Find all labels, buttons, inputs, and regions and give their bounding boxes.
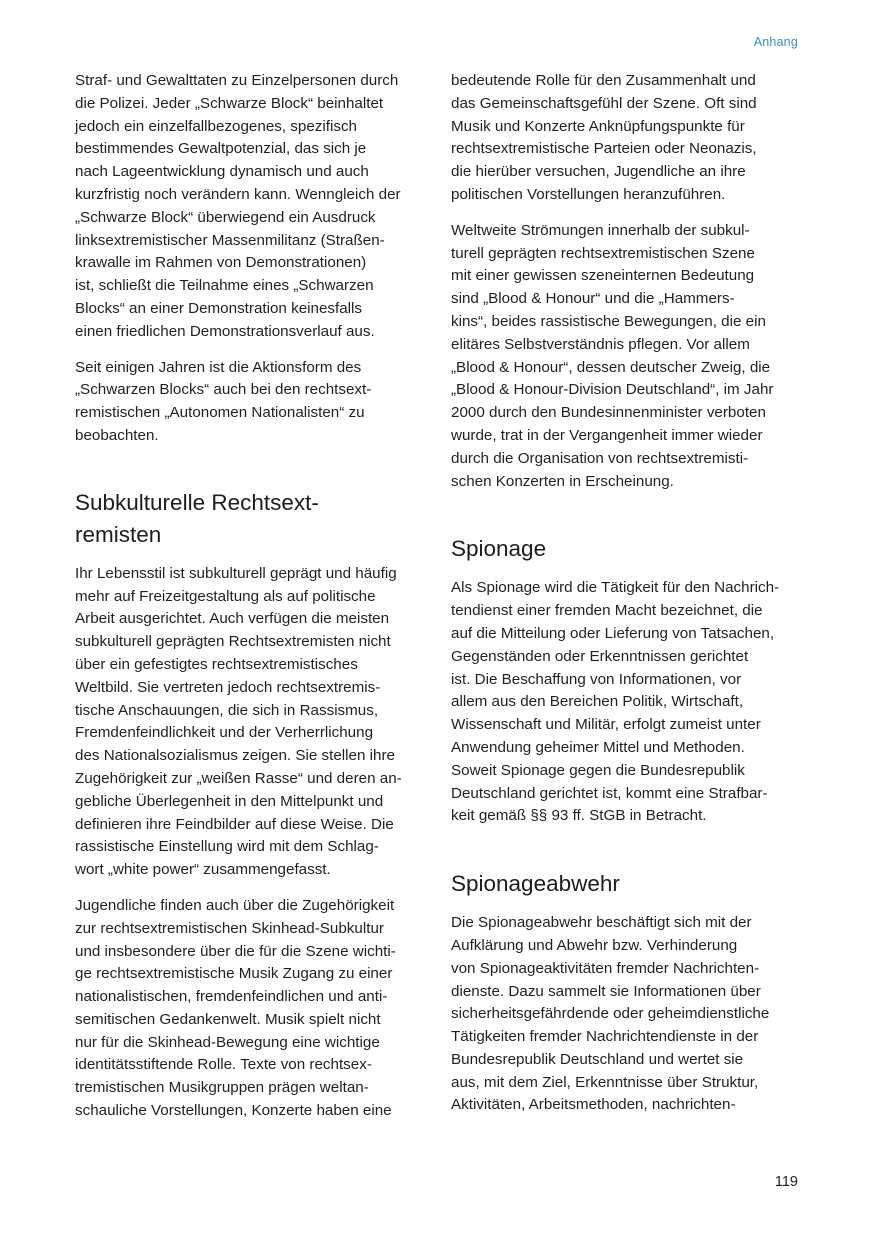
- text-line: Die Spionageabwehr beschäftigt sich mit der: [451, 914, 752, 932]
- text-line: nur für die Skinhead-Bewegung eine wichtige: [75, 1033, 380, 1051]
- text-line: bestimmendes Gewaltpotenzial, das sich je: [75, 140, 367, 158]
- text-line: mit einer gewissen szeneinternen Bedeutung: [451, 267, 755, 285]
- paragraph: [75, 357, 425, 448]
- text-line: Anwendung geheimer Mittel und Methoden.: [451, 738, 745, 756]
- text-line: Seit einigen Jahren ist die Aktionsform des: [75, 358, 362, 376]
- text-line: das Gemeinschaftsgefühl der Szene. Oft sind: [451, 94, 757, 112]
- text-line: sicherheitsgefährdende oder geheimdienstliche: [451, 1005, 770, 1023]
- text-line: des Nationalsozialismus zeigen. Sie stellen ihre: [75, 747, 395, 765]
- text-line: schen Konzerten in Erscheinung.: [451, 472, 674, 490]
- text-line: von Spionageaktivitäten fremder Nachrichten-: [451, 959, 760, 977]
- text-line: Zugehörigkeit zur „weißen Rasse“ und deren an-: [75, 769, 402, 787]
- text-line: Aktivitäten, Arbeitsmethoden, nachrichten-: [451, 1096, 736, 1114]
- text-line: kins“, beides rassistische Bewegungen, die ein: [451, 312, 766, 330]
- text-line: ist, schließt die Teilnahme eines „Schwarzen: [75, 277, 374, 295]
- text-line: Als Spionage wird die Tätigkeit für den Nachrich-: [451, 579, 780, 597]
- text-line: ist. Die Beschaffung von Informationen, vor: [451, 670, 742, 688]
- text-line: nach Lageentwicklung dynamisch und auch: [75, 163, 369, 181]
- text-line: tische Anschauungen, die sich in Rassismus,: [75, 701, 379, 719]
- text-line: nationalistischen, fremdenfeindlichen und anti-: [75, 988, 388, 1006]
- text-line: ge rechtsextremistische Musik Zugang zu einer: [75, 965, 393, 983]
- running-header: Anhang: [753, 35, 798, 49]
- text-line: tremistischen Musikgruppen prägen weltan-: [75, 1079, 369, 1097]
- text-line: bedeutende Rolle für den Zusammenhalt und: [451, 72, 756, 89]
- text-line: Straf- und Gewalttaten zu Einzelpersonen durch: [75, 72, 399, 89]
- text-line: Jugendliche finden auch über die Zugehörigkeit: [75, 896, 395, 914]
- text-line: einen friedlichen Demonstrationsverlauf aus.: [75, 322, 375, 340]
- text-line: remistischen „Autonomen Nationalisten“ zu: [75, 404, 365, 422]
- section-heading-spionage: Spionage: [451, 536, 547, 562]
- text-line: subkulturell geprägten Rechtsextremisten nicht: [75, 633, 391, 651]
- text-line: und insbesondere über die für die Szene wichti-: [75, 942, 396, 960]
- paragraph: [75, 895, 425, 1123]
- text-line: Bundesrepublik Deutschland und wertet sie: [451, 1050, 744, 1068]
- text-line: 2000 durch den Bundesinnenminister verboten: [451, 404, 766, 422]
- text-line: die hierüber versuchen, Jugendliche an ihre: [451, 163, 746, 181]
- paragraph: [451, 577, 801, 828]
- text-line: Soweit Spionage gegen die Bundesrepublik: [451, 761, 745, 779]
- text-line: krawalle im Rahmen von Demonstrationen): [75, 254, 367, 272]
- text-line: elitäres Selbstverständnis pflegen. Vor allem: [451, 335, 750, 353]
- text-line: wort „white power“ zusammengefasst.: [75, 861, 331, 879]
- text-line: definieren ihre Feindbilder auf diese Weise. Die: [75, 815, 394, 833]
- text-line: schauliche Vorstellungen, Konzerte haben eine: [75, 1102, 392, 1120]
- text-line: linksextremistischer Massenmilitanz (Straßen-: [75, 231, 385, 249]
- text-line: die Polizei. Jeder „Schwarze Block“ beinhaltet: [75, 94, 384, 112]
- text-line: „Schwarzen Blocks“ auch bei den rechtsext-: [75, 381, 372, 399]
- text-line: Aufklärung und Abwehr bzw. Verhinderung: [451, 936, 738, 954]
- text-line: Weltbild. Sie vertreten jedoch rechtsextremis-: [75, 678, 381, 696]
- text-line: allem aus den Bereichen Politik, Wirtschaft,: [451, 693, 744, 711]
- text-line: auf die Mitteilung oder Lieferung von Tatsachen,: [451, 624, 775, 642]
- right-column: [451, 70, 801, 1130]
- text-line: Deutschland gerichtet ist, kommt eine Strafbar-: [451, 784, 768, 802]
- text-line: dienste. Dazu sammelt sie Informationen über: [451, 982, 761, 1000]
- text-line: rechtsextremistische Parteien oder Neonazis,: [451, 140, 757, 158]
- text-line: „Blood & Honour“, dessen deutscher Zweig, die: [451, 358, 771, 376]
- text-line: zur rechtsextremistischen Skinhead-Subkultur: [75, 919, 384, 937]
- text-line: mehr auf Freizeitgestaltung als auf politische: [75, 587, 376, 605]
- left-column: [75, 70, 425, 1136]
- text-line: Blocks“ an einer Demonstration keinesfalls: [75, 299, 363, 317]
- text-line: Arbeit ausgerichtet. Auch verfügen die meisten: [75, 610, 390, 628]
- heading-line: remisten: [75, 521, 162, 547]
- page-number: 119: [774, 1174, 798, 1190]
- text-line: sind „Blood & Honour“ und die „Hammers-: [451, 290, 735, 308]
- text-line: durch die Organisation von rechtsextremisti-: [451, 449, 749, 467]
- text-line: Musik und Konzerte Anknüpfungspunkte für: [451, 117, 745, 135]
- text-line: „Blood & Honour-Division Deutschland“, im Jahr: [451, 381, 774, 399]
- text-line: semitischen Gedankenwelt. Musik spielt nicht: [75, 1010, 381, 1028]
- text-line: beobachten.: [75, 426, 159, 444]
- heading-line: Subkulturelle Rechtsext-: [75, 489, 319, 515]
- text-line: „Schwarze Block“ überwiegend ein Ausdruck: [75, 208, 376, 226]
- text-line: jedoch ein einzelfallbezogenes, spezifisch: [75, 117, 357, 135]
- text-line: keit gemäß §§ 93 ff. StGB in Betracht.: [451, 807, 707, 825]
- text-line: gebliche Überlegenheit in den Mittelpunkt und: [75, 792, 384, 810]
- text-line: tendienst einer fremden Macht bezeichnet, die: [451, 602, 763, 620]
- text-line: Fremdenfeindlichkeit und der Verherrlichung: [75, 724, 374, 742]
- text-line: kurzfristig noch verändern kann. Wenngleich der: [75, 185, 401, 203]
- text-line: aus, mit dem Ziel, Erkenntnisse über Struktur,: [451, 1073, 759, 1091]
- text-line: identitätsstiftende Rolle. Texte von rechtsex-: [75, 1056, 372, 1074]
- text-line: turell geprägten rechtsextremistischen Szene: [451, 244, 755, 262]
- paragraph: [75, 563, 425, 882]
- text-line: Wissenschaft und Militär, erfolgt zumeist unter: [451, 716, 761, 734]
- paragraph: [451, 220, 801, 494]
- paragraph: [451, 70, 801, 207]
- paragraph: [451, 912, 801, 1117]
- text-line: wurde, trat in der Vergangenheit immer wieder: [451, 426, 763, 444]
- paragraph: [75, 70, 425, 344]
- text-line: Ihr Lebensstil ist subkulturell geprägt und häufig: [75, 564, 397, 582]
- section-heading-spionageabwehr: Spionageabwehr: [451, 871, 620, 897]
- text-line: über ein gefestigtes rechtsextremistisches: [75, 655, 358, 673]
- text-line: Gegenständen oder Erkenntnissen gerichtet: [451, 647, 749, 665]
- text-line: politischen Vorstellungen heranzuführen.: [451, 185, 726, 203]
- text-line: Weltweite Strömungen innerhalb der subkul-: [451, 221, 750, 239]
- text-line: rassistische Einstellung wird mit dem Schlag-: [75, 838, 379, 856]
- text-line: Tätigkeiten fremder Nachrichtendienste in der: [451, 1028, 759, 1046]
- section-heading-subkulturelle-rechtsextremisten: [75, 487, 425, 551]
